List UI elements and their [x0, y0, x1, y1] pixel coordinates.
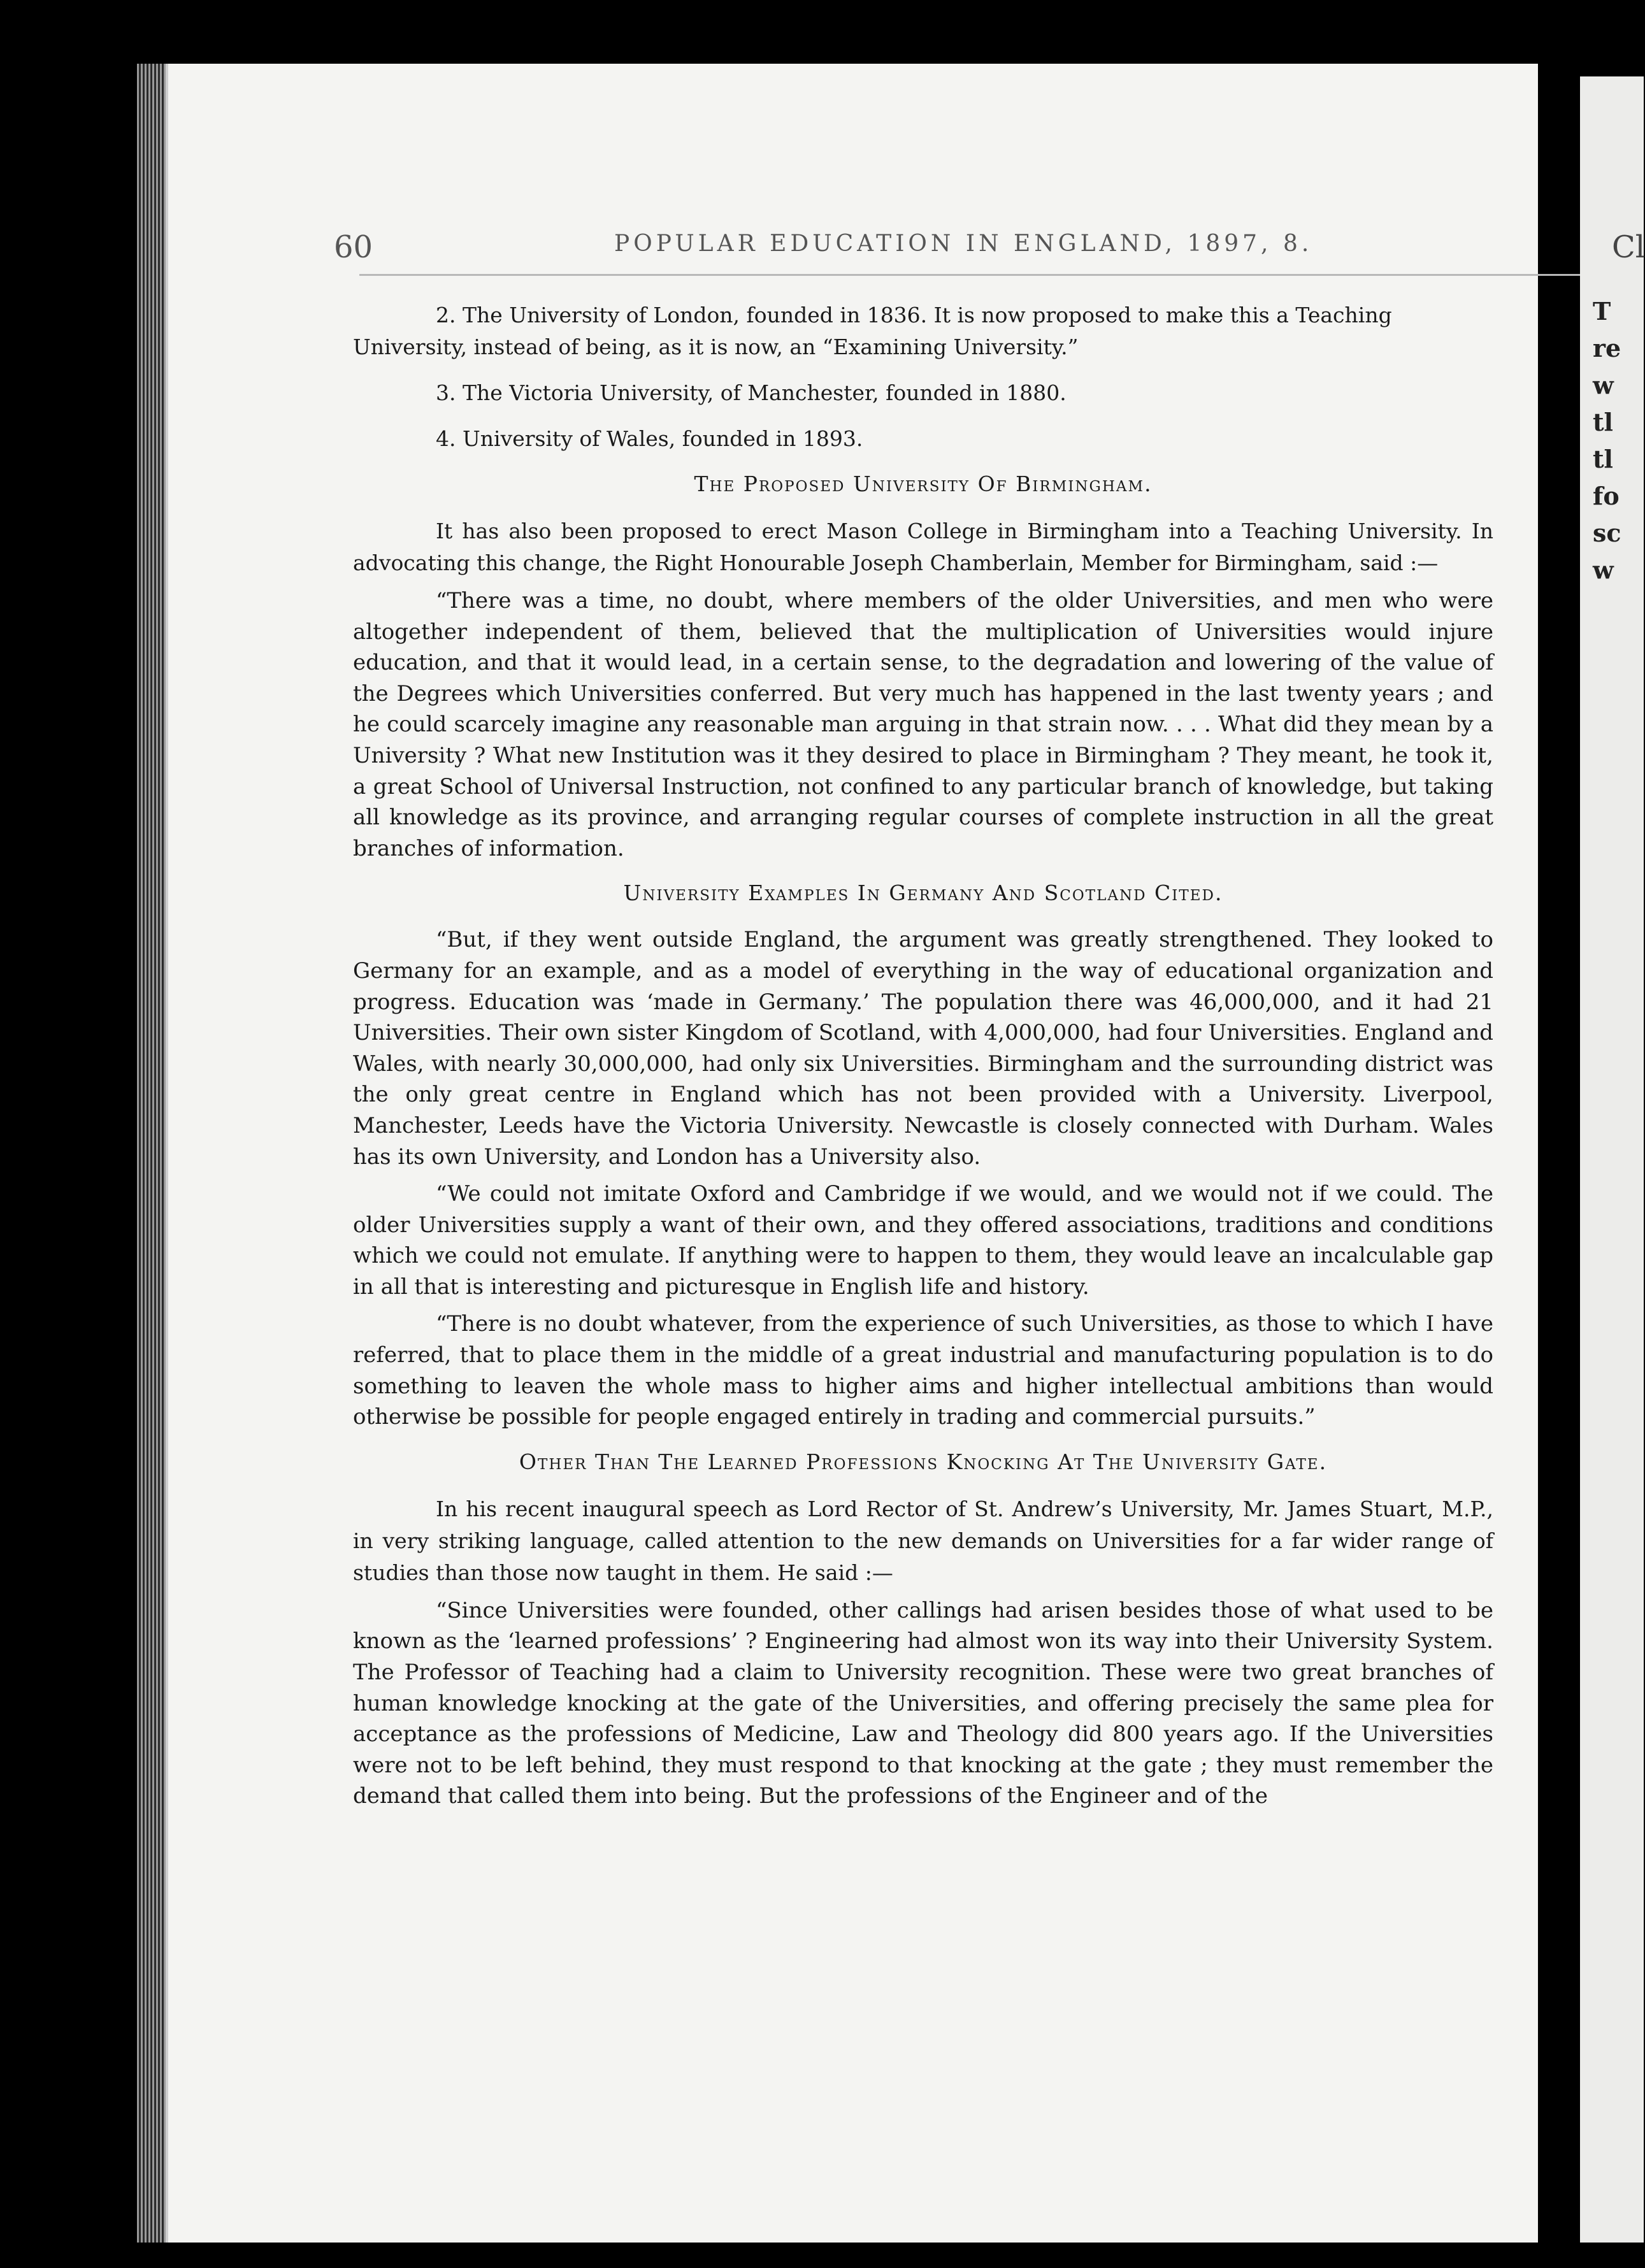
- next-page-line: w: [1593, 556, 1614, 584]
- section-heading-gate: Other Than The Learned Professions Knocking At The University Gate.: [519, 1449, 1328, 1474]
- next-page-head: Cl: [1612, 229, 1645, 265]
- list-item-london: 2. The University of London, founded in 1836. It is now proposed to make this a Teaching University, instead of being, as it is now, an “Examining University.”: [353, 303, 1392, 359]
- quote-birmingham: “There was a time, no doubt, where members of the older Universities, and men who were altogether independent of them, believed that the multiplication of Universities would injure education, and that it would lead, in a certain sense, to the degradation and lowering of the value of the Degrees which Universities conferred. But very much has happened in the last twenty years ; and he could scarcely imagine any reasonable man arguing in that strain now. . . . What did they mean by a University ? What new Institution was it they desired to place in Birmingham ? They meant, he took it, a great School of Universal Instruction, not confined to any particular branch of knowledge, but taking all knowledge as its province, and arranging regular courses of complete instruction in all the great branches of information.: [353, 588, 1493, 861]
- header-rule: [359, 274, 1621, 276]
- quote-germany: “But, if they went outside England, the argument was greatly strengthened. They looked to Germany for an example, and as a model of everything in the way of educational organization and progress. Education was ‘made in Germany.’ The population there was 46,000,000, and it had 21 Universities. Their own sister Kingdom of Scotland, with 4,000,000, had four Universities. England and Wales, with nearly 30,000,000, had only six Universities. Birmingham and the surrounding district was the only great centre in England which has not been provided with a University. Liverpool, Manchester, Leeds have the Victoria University. Newcastle is closely connected with Durham. Wales has its own University, and London has a University also.: [353, 927, 1493, 1170]
- next-page-line: tl: [1593, 445, 1613, 473]
- next-page-line: fo: [1593, 482, 1620, 510]
- quote-industrial: “There is no doubt whatever, from the experience of such Universities, as those to which I have referred, that to place them in the middle of a great industrial and manufacturing population is to do something to leaven the whole mass to higher aims and higher intellectual ambitions than would otherwise be possible for people engaged entirely in trading and commercial pursuits.”: [353, 1311, 1493, 1430]
- book-page: [166, 64, 1538, 2243]
- next-page-line: sc: [1593, 519, 1621, 547]
- list-item-victoria: 3. The Victoria University, of Manchester, founded in 1880.: [436, 380, 1067, 405]
- page-body: [353, 299, 1493, 1818]
- next-page-line: w: [1593, 371, 1614, 399]
- next-page-text: [1593, 293, 1621, 589]
- quote-oxford: “We could not imitate Oxford and Cambridge if we would, and we would not if we could. The older Universities supply a want of their own, and they offered associations, traditions and conditions which we could not emulate. If anything were to happen to them, they would leave an incalculable gap in all that is interesting and picturesque in English life and history.: [353, 1181, 1493, 1300]
- next-page-fragment: [1580, 76, 1644, 2243]
- section-heading-birmingham: The Proposed University Of Birmingham.: [694, 471, 1153, 496]
- section-heading-examples: University Examples In Germany And Scotland Cited.: [623, 880, 1223, 906]
- page-number: 60: [334, 229, 373, 265]
- paragraph-stuart: In his recent inaugural speech as Lord Rector of St. Andrew’s University, Mr. James Stuart, M.P., in very striking language, called attention to the new demands on Universities for a far wider range of studies than those now taught in them. He said :—: [353, 1496, 1493, 1585]
- running-head: POPULAR EDUCATION IN ENGLAND, 1897, 8.: [614, 231, 1313, 257]
- next-page-line: T: [1593, 297, 1611, 326]
- next-page-line: re: [1593, 334, 1621, 362]
- quote-stuart: “Since Universities were founded, other callings had arisen besides those of what used to be known as the ‘learned professions’ ? Engineering had almost won its way into their University System. The Professor of Teaching had a claim to University recognition. These were two great branches of human knowledge knocking at the gate of the Universities, and offering precisely the same plea for acceptance as the professions of Medicine, Law and Theology did 800 years ago. If the Universities were not to be left behind, they must respond to that knocking at the gate ; they must remember the demand that called them into being. But the professions of the Engineer and of the: [353, 1597, 1493, 1809]
- list-item-wales: 4. University of Wales, founded in 1893.: [436, 426, 863, 451]
- paragraph-birmingham-intro: It has also been proposed to erect Mason College in Birmingham into a Teaching University. In advocating this change, the Right Honourable Joseph Chamberlain, Member for Birmingham, said :—: [353, 519, 1493, 575]
- next-page-line: tl: [1593, 408, 1613, 436]
